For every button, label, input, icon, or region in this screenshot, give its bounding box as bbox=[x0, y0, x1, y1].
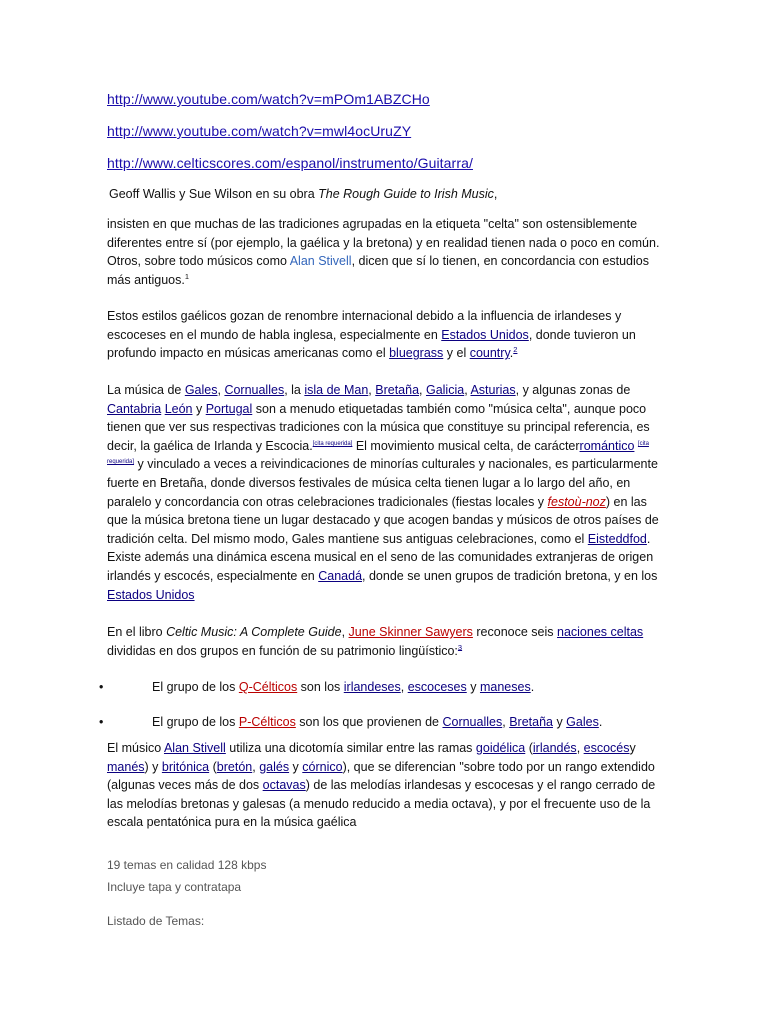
canada-link[interactable]: Canadá bbox=[318, 568, 363, 583]
youtube-link-2[interactable]: http://www.youtube.com/watch?v=mwl4ocUruZY bbox=[107, 123, 412, 139]
p4-text: divididas en dos grupos en función de su patrimonio lingüístico: bbox=[107, 643, 458, 658]
li-text: , bbox=[400, 680, 408, 694]
youtube-link-1[interactable]: http://www.youtube.com/watch?v=mPOm1ABZCHo bbox=[107, 91, 430, 107]
p5-text: ) de las melodías irlandesas y escocesas y el rango cerrado de las melodías bretonas y galesas (a menudo reducido a media octava), y por el frecuente uso de la escala pentatónica pura en la música gaélica bbox=[107, 778, 656, 830]
paragraph-4 bbox=[107, 623, 667, 660]
bullet-marker: • bbox=[99, 715, 104, 729]
p2-text-d: . bbox=[509, 346, 514, 361]
paragraph-5 bbox=[107, 739, 667, 832]
li-text: son los bbox=[297, 680, 344, 694]
p4-text: reconoce seis bbox=[472, 625, 557, 639]
bretana-link-2[interactable]: Bretaña bbox=[509, 715, 553, 729]
p3-text: y vinculado a veces a reivindicaciones de minorías culturales y nacionales, es particularmente fuerte en Bretaña, donde diversos festivales de música celta tienen lugar a lo largo del año, en paralelo y concordancia con otras celebraciones tradicionales (fiestas locales y bbox=[107, 457, 658, 509]
p5-text: y bbox=[289, 759, 303, 774]
isla-de-man-link[interactable]: isla de Man bbox=[304, 383, 369, 397]
escoceses-link[interactable]: escoceses bbox=[407, 680, 467, 694]
p3-text: , y algunas zonas de bbox=[515, 383, 631, 397]
romantico-link[interactable]: romántico bbox=[579, 438, 635, 453]
portugal-link[interactable]: Portugal bbox=[205, 401, 253, 416]
li-text: son los que provienen de bbox=[295, 715, 443, 729]
p5-text: utiliza una dicotomía similar entre las ramas bbox=[225, 741, 476, 755]
cornualles-link[interactable]: Cornualles bbox=[224, 383, 285, 397]
cantabria-link[interactable]: Cantabria bbox=[107, 401, 162, 416]
june-skinner-sawyers-link[interactable]: June Skinner Sawyers bbox=[348, 625, 473, 639]
p3-text: La música de bbox=[107, 383, 185, 397]
manes-link[interactable]: manés bbox=[107, 759, 145, 774]
list-item-text bbox=[152, 678, 534, 697]
p3-text: , bbox=[217, 383, 225, 397]
cornualles-link-2[interactable]: Cornualles bbox=[442, 715, 503, 729]
p5-text: El músico bbox=[107, 741, 164, 755]
reference-1[interactable]: 1 bbox=[184, 271, 189, 281]
intro-book-title: The Rough Guide to Irish Music bbox=[318, 187, 494, 201]
list-item-text bbox=[152, 713, 602, 732]
li-text: . bbox=[530, 680, 535, 694]
li-text: y bbox=[552, 715, 567, 729]
naciones-celtas-link[interactable]: naciones celtas bbox=[557, 625, 644, 639]
p-celticos-link[interactable]: P-Célticos bbox=[238, 715, 296, 729]
estados-unidos-link-2[interactable]: Estados Unidos bbox=[107, 587, 195, 602]
bullet-marker: • bbox=[99, 680, 104, 694]
eisteddfod-link[interactable]: Eisteddfod bbox=[587, 531, 647, 546]
irlandeses-link[interactable]: irlandeses bbox=[343, 680, 401, 694]
li-text: El grupo de los bbox=[152, 715, 239, 729]
festou-noz-link[interactable]: festoù-noz bbox=[547, 494, 606, 509]
p5-text: ( bbox=[525, 741, 533, 755]
list-item-p-celticos bbox=[99, 713, 667, 733]
p1-text-b: , dicen que sí lo tienen, en concordancia con estudios más antiguos. bbox=[107, 254, 649, 287]
reference-2[interactable]: 2 bbox=[513, 345, 518, 355]
paragraph-3 bbox=[107, 381, 667, 604]
p5-text: ), que se diferencian "sobre todo por un rango extendido (algunas veces más de dos bbox=[107, 759, 655, 793]
p4-book-title: Celtic Music: A Complete Guide bbox=[166, 625, 342, 639]
p5-text: ( bbox=[209, 759, 217, 774]
intro-comma: , bbox=[493, 187, 498, 201]
estados-unidos-link[interactable]: Estados Unidos bbox=[441, 327, 529, 342]
track-quality-text: 19 temas en calidad 128 kbps bbox=[107, 858, 267, 872]
p2-text-b: , donde tuvieron un profundo impacto en músicas americanas como el bbox=[107, 327, 636, 361]
li-text: El grupo de los bbox=[152, 680, 239, 694]
gales-link[interactable]: Gales bbox=[184, 383, 218, 397]
octavas-link[interactable]: octavas bbox=[262, 778, 306, 793]
p1-text-a: insisten en que muchas de las tradiciones agrupadas en la etiqueta "celta" son ostensiblemente diferentes entre sí (por ejemplo, la gaélica y la bretona) y en realidad tienen nada o poco en común. Otros, sobre todo músicos como bbox=[107, 217, 660, 269]
galicia-link[interactable]: Galicia bbox=[425, 383, 465, 397]
p5-text: , bbox=[252, 759, 260, 774]
p3-text: , bbox=[464, 383, 471, 397]
p3-text: ) en las que la música bretona tiene un lugar destacado y que acogen bandas y músicos de otros países de tradición celta. Del mismo modo, Gales mantiene sus antiguas celebraciones, como el bbox=[107, 494, 659, 546]
intro-line bbox=[109, 185, 669, 204]
p3-text: El movimiento musical celta, de carácter bbox=[352, 438, 580, 453]
p3-text: . Existe además una dinámica escena musical en el seno de las comunidades extranjeras de origen irlandés y escocés, especialmente en bbox=[107, 531, 654, 583]
p5-text: ) y bbox=[144, 759, 162, 774]
li-text: , bbox=[502, 715, 510, 729]
p3-text: , bbox=[419, 383, 426, 397]
p5-text: , bbox=[576, 741, 584, 755]
p4-text: En el libro bbox=[107, 625, 167, 639]
irlandes-link[interactable]: irlandés bbox=[532, 741, 577, 755]
p4-text: , bbox=[341, 625, 349, 639]
gales-lang-link[interactable]: galés bbox=[259, 759, 290, 774]
list-item-q-celticos bbox=[99, 678, 667, 698]
celticscores-link[interactable]: http://www.celticscores.com/espanol/instrumento/Guitarra/ bbox=[107, 155, 473, 171]
li-text: y bbox=[466, 680, 480, 694]
asturias-link[interactable]: Asturias bbox=[470, 383, 516, 397]
britonica-link[interactable]: britónica bbox=[161, 759, 210, 774]
gales-link-2[interactable]: Gales bbox=[566, 715, 599, 729]
cita-requerida-link-1[interactable]: [cita requerida] bbox=[312, 440, 353, 447]
cita-requerida-link-2[interactable]: [cita requerida] bbox=[107, 440, 649, 466]
covers-included-text: Incluye tapa y contratapa bbox=[107, 880, 242, 894]
goidelica-link[interactable]: goidélica bbox=[475, 741, 526, 755]
paragraph-1 bbox=[107, 215, 667, 289]
track-list-heading: Listado de Temas: bbox=[107, 914, 205, 928]
reference-3[interactable]: 3 bbox=[457, 642, 463, 652]
alan-stivell-link[interactable]: Alan Stivell bbox=[289, 254, 352, 269]
p5-text: y bbox=[629, 741, 636, 755]
maneses-link[interactable]: maneses bbox=[479, 680, 531, 694]
bluegrass-link[interactable]: bluegrass bbox=[389, 346, 444, 361]
footer-block bbox=[107, 854, 667, 932]
breton-link[interactable]: bretón bbox=[216, 759, 253, 774]
p3-text: , bbox=[368, 383, 376, 397]
leon-link[interactable]: León bbox=[164, 401, 193, 416]
q-celticos-link[interactable]: Q-Célticos bbox=[238, 680, 298, 694]
country-link[interactable]: country bbox=[469, 346, 510, 361]
p3-text: , donde se unen grupos de tradición bretona, y en los bbox=[362, 568, 658, 583]
alan-stivell-link-2[interactable]: Alan Stivell bbox=[163, 741, 226, 755]
p3-text: y bbox=[192, 401, 206, 416]
li-text: . bbox=[598, 715, 603, 729]
p3-text: son a menudo etiquetadas también como "música celta", aunque poco tienen que ver sus respectivas tradiciones con la música que constituye su principal referencia, es decir, la gaélica de Irlanda y Escocia. bbox=[107, 401, 650, 453]
paragraph-2 bbox=[107, 307, 667, 363]
cornico-link[interactable]: córnico bbox=[302, 759, 343, 774]
p3-text: , la bbox=[284, 383, 305, 397]
escoces-link[interactable]: escocés bbox=[583, 741, 630, 755]
p2-text-c: y el bbox=[443, 346, 470, 361]
bretana-link[interactable]: Bretaña bbox=[375, 383, 420, 397]
p2-text-a: Estos estilos gaélicos gozan de renombre internacional debido a la influencia de irlandeses y escoceses en el mundo de habla inglesa, especialmente en bbox=[107, 309, 622, 342]
intro-authors: Geoff Wallis y Sue Wilson en su obra bbox=[109, 187, 319, 201]
